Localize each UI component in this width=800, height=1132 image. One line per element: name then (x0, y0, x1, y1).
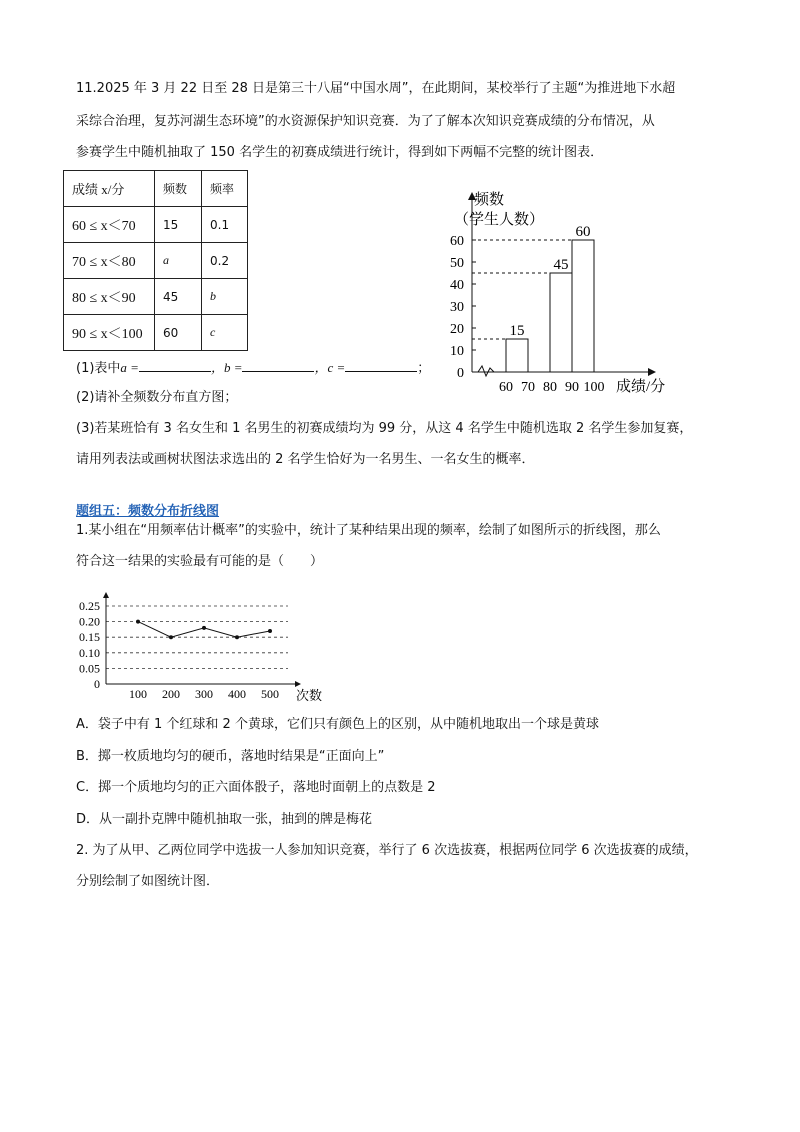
option-a[interactable]: A．袋子中有 1 个红球和 2 个黄球，它们只有颜色上的区别，从中随机地取出一个球是黄球 (76, 717, 599, 732)
table-header-cell: 频率 (202, 171, 248, 207)
table-cell: 70 ≤ x＜80 (64, 243, 155, 279)
data-point (268, 629, 272, 633)
histogram-chart (430, 180, 690, 395)
table-header-cell: 成绩 x/分 (64, 171, 155, 207)
frequency-table (63, 170, 248, 351)
answer-blank-c[interactable] (345, 357, 417, 372)
y-axis-label: 频数 (474, 192, 505, 208)
y-tick-label: 20 (450, 322, 464, 337)
x-tick-label: 60 (499, 380, 513, 395)
x-tick-label: 200 (162, 687, 180, 701)
q11-sub2: (2)请补全频数分布直方图； (76, 390, 238, 405)
y-tick-label: 0.05 (79, 661, 100, 676)
data-point (169, 635, 173, 639)
var-b: b (210, 289, 216, 303)
q1-line-1: 1.某小组在“用频率估计概率”的实验中，统计了某种结果出现的频率，绘制了如图所示的折线图，那么 (76, 523, 661, 538)
y-tick-label: 40 (450, 278, 464, 293)
table-header-cell: 频数 (155, 171, 202, 207)
histogram-bar (506, 339, 528, 372)
table-header-row (64, 171, 248, 207)
table-cell (155, 243, 202, 279)
table-row (64, 315, 248, 351)
var-a: a (163, 253, 169, 267)
y-tick-label: 0.20 (79, 614, 100, 629)
option-b[interactable]: B．掷一枚质地均匀的硬币，落地时结果是“正面向上” (76, 749, 385, 764)
sub1-end: ； (417, 361, 431, 376)
x-tick-label: 400 (228, 687, 246, 701)
y-tick-label: 0.15 (79, 630, 100, 645)
table-cell: 60 (155, 315, 202, 351)
q11-sub3-line-2: 请用列表法或画树状图法求选出的 2 名学生恰好为一名男生、一名女生的概率． (76, 452, 535, 467)
data-point (136, 620, 140, 624)
y-tick-label: 0.10 (79, 645, 100, 660)
table-cell: 80 ≤ x＜90 (64, 279, 155, 315)
bar-value-label: 45 (553, 257, 569, 273)
table-cell: 90 ≤ x＜100 (64, 315, 155, 351)
x-tick-label: 100 (129, 687, 147, 701)
answer-blank-b[interactable] (242, 357, 314, 372)
option-d[interactable]: D．从一副扑克牌中随机抽取一张，抽到的牌是梅花 (76, 812, 373, 827)
table-cell: 15 (155, 207, 202, 243)
table-row (64, 207, 248, 243)
x-tick-label: 80 (543, 380, 557, 395)
table-row (64, 243, 248, 279)
y-tick-label: 60 (450, 234, 464, 249)
q11-sub1 (76, 357, 430, 378)
answer-blank-a[interactable] (139, 357, 211, 372)
x-axis-arrow (648, 368, 656, 376)
x-axis-label: 成绩/分 (616, 379, 666, 395)
sub1-c-label: ，c = (314, 360, 346, 375)
table-cell: 60 ≤ x＜70 (64, 207, 155, 243)
q11-line-2: 采综合治理，复苏河湖生态环境”的水资源保护知识竞赛．为了了解本次知识竞赛成绩的分布情况，从 (76, 114, 655, 129)
section-title: 题组五：频数分布折线图 (76, 504, 220, 519)
y-axis-sublabel: （学生人数） (454, 212, 545, 228)
y-tick-label: 50 (450, 256, 464, 271)
data-point (235, 635, 239, 639)
x-tick-label: 500 (261, 687, 279, 701)
q1-line-2: 符合这一结果的实验最有可能的是（ ） (76, 554, 324, 569)
option-c[interactable]: C．掷一个质地均匀的正六面体骰子，落地时面朝上的点数是 2 (76, 780, 436, 795)
x-tick-label: 70 (521, 380, 535, 395)
q11-sub3-line-1: (3)若某班恰有 3 名女生和 1 名男生的初赛成绩均为 99 分，从这 4 名学生中随机选取 2 名学生参加复赛， (76, 421, 693, 436)
q2-line-1: 2. 为了从甲、乙两位同学中选拔一人参加知识竞赛，举行了 6 次选拔赛，根据两位同学 6 次选拔赛的成绩， (76, 843, 698, 858)
table-cell: 0.1 (202, 207, 248, 243)
q2-line-2: 分别绘制了如图统计图． (76, 874, 220, 889)
table-cell (202, 315, 248, 351)
frequency-line-chart (70, 590, 340, 705)
sub1-b-label: ，b = (210, 360, 243, 375)
q11-line-3: 参赛学生中随机抽取了 150 名学生的初赛成绩进行统计，得到如下两幅不完整的统计图表． (76, 145, 604, 160)
table-cell: 45 (155, 279, 202, 315)
y-tick-label: 0 (457, 366, 464, 381)
axis-break (478, 366, 494, 376)
table-cell: 0.2 (202, 243, 248, 279)
x-tick-label: 300 (195, 687, 213, 701)
histogram-bar (550, 273, 572, 372)
histogram-bar (572, 240, 594, 372)
y-tick-label: 0.25 (79, 599, 100, 613)
data-point (202, 626, 206, 630)
x-tick-label: 100 (583, 380, 605, 395)
y-tick-label: 0 (94, 677, 100, 691)
y-tick-label: 10 (450, 344, 464, 359)
sub1-prefix: (1)表中 (76, 361, 121, 376)
bar-value-label: 60 (575, 224, 591, 240)
y-axis-arrow (103, 592, 109, 598)
x-tick-label: 90 (565, 380, 579, 395)
table-cell (202, 279, 248, 315)
sub1-a-label: a = (120, 360, 139, 375)
table-row (64, 279, 248, 315)
x-axis-arrow (295, 681, 301, 687)
x-axis-label: 次数 (296, 688, 323, 703)
bar-value-label: 15 (509, 323, 525, 339)
q11-line-1: 11.2025 年 3 月 22 日至 28 日是第三十八届“中国水周”，在此期间，某校举行了主题“为推进地下水超 (76, 81, 676, 96)
y-tick-label: 30 (450, 300, 464, 315)
var-c: c (210, 325, 216, 339)
